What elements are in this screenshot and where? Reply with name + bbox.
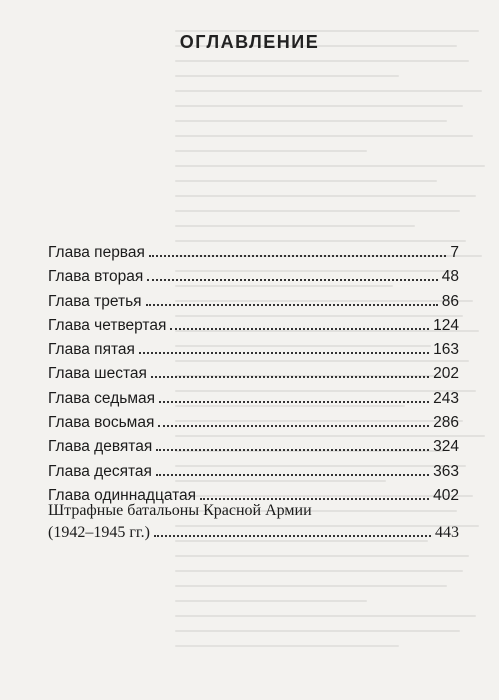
dot-leader (159, 401, 429, 403)
dot-leader (154, 535, 431, 537)
toc-entry-label: Глава третья (48, 292, 142, 310)
dot-leader (156, 474, 429, 476)
dot-leader (147, 279, 438, 281)
toc-entry-label: Глава восьмая (48, 414, 155, 432)
toc-entry-label: Глава четвертая (48, 316, 167, 334)
toc-entry-label: Глава одиннадцатая (48, 486, 197, 504)
toc-entry[interactable] (48, 293, 459, 317)
dot-leader (146, 304, 438, 306)
toc-entry-page: 48 (441, 268, 459, 286)
dot-leader (158, 425, 429, 427)
appendix-title-line2: (1942–1945 гг.) (48, 524, 150, 541)
appendix-title-line2-row (48, 524, 459, 546)
toc-entry-page: 363 (433, 462, 459, 480)
toc-entry[interactable] (48, 317, 459, 341)
toc-entry-page: 324 (433, 438, 459, 456)
toc-entry[interactable] (48, 390, 459, 414)
toc-entry-page: 402 (433, 486, 459, 504)
table-of-contents (48, 244, 459, 511)
toc-entry-page: 202 (433, 365, 459, 383)
toc-entry-page: 243 (433, 389, 459, 407)
toc-entry-label: Глава десятая (48, 462, 152, 480)
toc-entry[interactable] (48, 365, 459, 389)
dot-leader (156, 449, 429, 451)
toc-entry[interactable] (48, 414, 459, 438)
toc-entry-page: 86 (441, 292, 459, 310)
toc-entry-page: 124 (433, 316, 459, 334)
toc-entry-label: Глава пятая (48, 341, 135, 359)
toc-entry[interactable] (48, 268, 459, 292)
toc-entry[interactable] (48, 463, 459, 487)
dot-leader (139, 352, 429, 354)
toc-entry-page: 286 (433, 414, 459, 432)
page-title: ОГЛАВЛЕНИЕ (179, 32, 320, 52)
toc-entry[interactable] (48, 438, 459, 462)
toc-entry[interactable] (48, 341, 459, 365)
toc-entry-label: Глава седьмая (48, 389, 155, 407)
dot-leader (200, 498, 429, 500)
appendix-page: 443 (435, 524, 459, 541)
dot-leader (170, 328, 429, 330)
dot-leader (151, 376, 429, 378)
toc-entry-label: Глава первая (48, 244, 145, 261)
toc-entry-label: Глава девятая (48, 438, 153, 456)
dot-leader (149, 255, 446, 257)
toc-entry-page: 163 (433, 341, 459, 359)
appendix-title-line1: Штрафные батальоны Красной Армии (48, 502, 312, 519)
toc-entry-page: 7 (450, 244, 459, 261)
toc-appendix-entry[interactable] (48, 502, 459, 546)
toc-entry-label: Глава шестая (48, 365, 147, 383)
toc-entry-label: Глава вторая (48, 268, 144, 286)
toc-entry[interactable] (48, 244, 459, 268)
